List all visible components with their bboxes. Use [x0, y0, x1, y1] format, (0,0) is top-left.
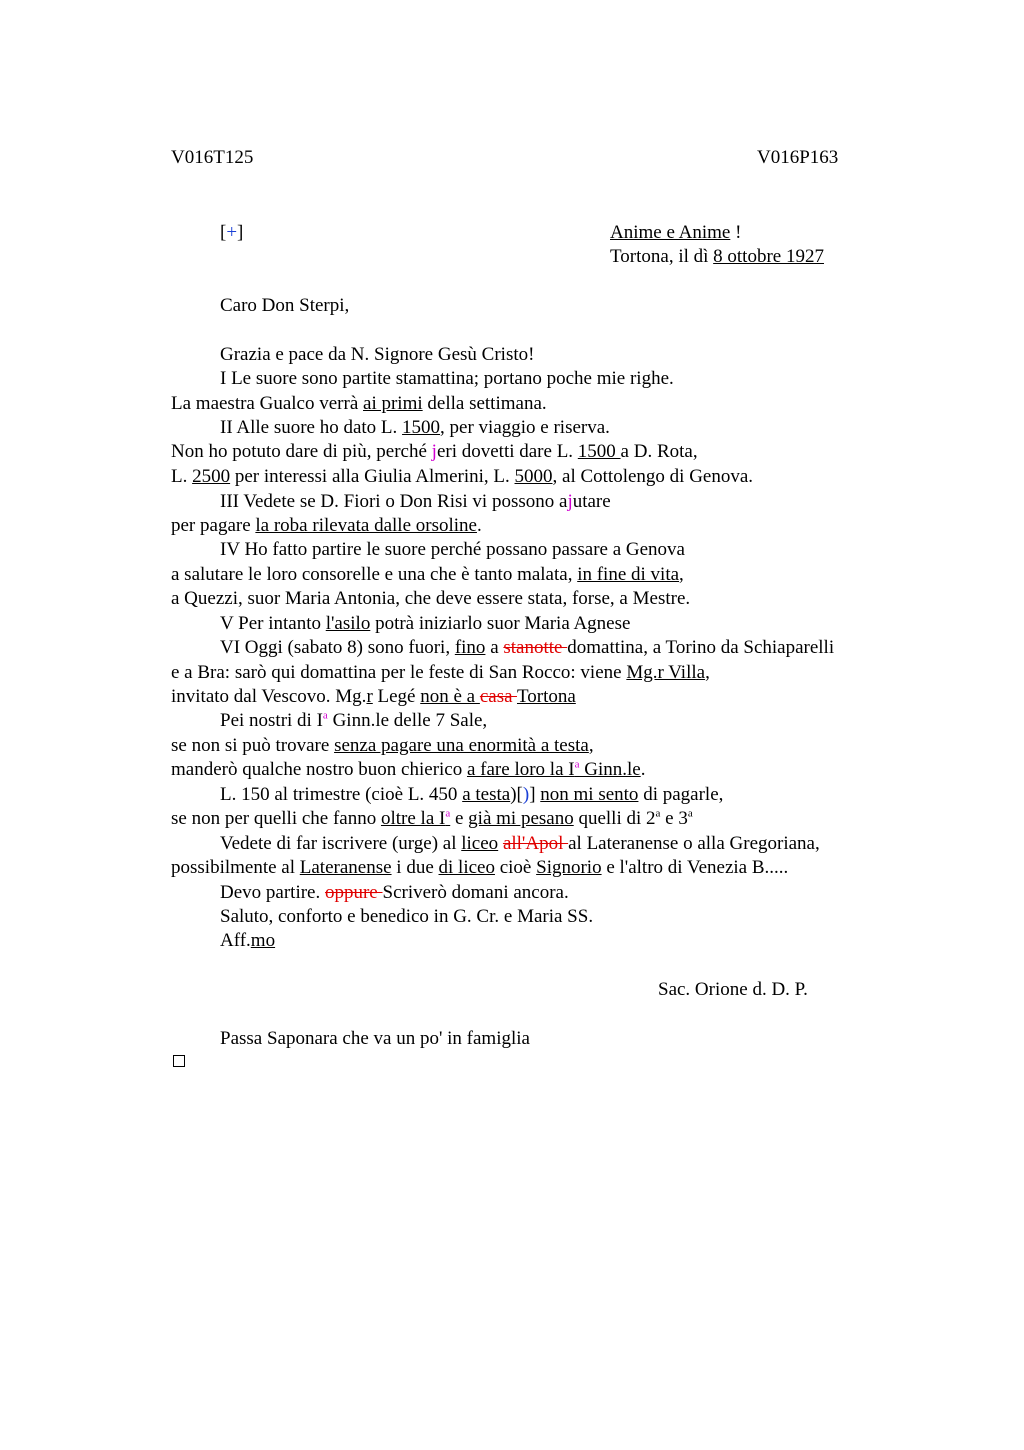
greeting: Grazia e pace da N. Signore Gesù Cristo!	[220, 344, 535, 365]
body-line-23: Saluto, conforto e benedico in G. Cr. e Maria SS.	[220, 906, 594, 927]
postscript: Passa Saponara che va un po' in famiglia	[220, 1028, 530, 1049]
body-line-22: Devo partire. oppure Scriverò domani ancora.	[220, 882, 569, 903]
body-line-24: Aff.mo	[220, 930, 276, 951]
signature: Sac. Orione d. D. P.	[658, 979, 808, 1000]
salutation: Caro Don Sterpi,	[220, 295, 350, 316]
body-line-2: La maestra Gualco verrà ai primi della settimana.	[171, 393, 547, 414]
place-date: Tortona, il dì 8 ottobre 1927	[610, 246, 824, 267]
document-code-left: V016T125	[171, 147, 254, 168]
body-line-14: invitato dal Vescovo. Mg.r Legé non è a casa Tortona	[171, 686, 576, 707]
cross-mark: [+]	[220, 222, 244, 243]
body-line-16: se non si può trovare senza pagare una enormità a testa,	[171, 735, 594, 756]
body-line-12: VI Oggi (sabato 8) sono fuori, fino a stanotte domattina, a Torino da Schiaparelli	[220, 637, 835, 658]
body-line-20: Vedete di far iscrivere (urge) al liceo all'Apol al Lateranense o alla Gregoriana,	[220, 833, 820, 854]
end-box-icon	[173, 1055, 185, 1067]
body-line-8: IV Ho fatto partire le suore perché possano passare a Genova	[220, 539, 685, 560]
body-line-11: V Per intanto l'asilo potrà iniziarlo suor Maria Agnese	[220, 613, 631, 634]
motto: Anime e Anime !	[610, 222, 742, 243]
cross-plus: +	[226, 222, 238, 243]
body-line-7: per pagare la roba rilevata dalle orsoline.	[171, 515, 482, 536]
body-line-17: manderò qualche nostro buon chierico a fare loro la $I^a$ Ginn.le.	[171, 758, 646, 780]
body-line-21: possibilmente al Lateranense i due di liceo cioè Signorio e l'altro di Venezia B.....	[171, 857, 789, 878]
body-line-9: a salutare le loro consorelle e una che è tanto malata, in fine di vita,	[171, 564, 684, 585]
body-line-3: II Alle suore ho dato L. 1500, per viaggio e riserva.	[220, 417, 610, 438]
body-line-10: a Quezzi, suor Maria Antonia, che deve essere stata, forse, a Mestre.	[171, 588, 691, 609]
body-line-18: L. 150 al trimestre (cioè L. 450 a testa)[)] non mi sento di pagarle,	[220, 784, 724, 805]
body-line-6: III Vedete se D. Fiori o Don Risi vi possono ajutare	[220, 491, 611, 512]
body-line-5: L. 2500 per interessi alla Giulia Almerini, L. 5000, al Cottolengo di Genova.	[171, 466, 754, 487]
document-code-right: V016P163	[757, 147, 839, 168]
body-line-15: Pei nostri di $I^a$ Ginn.le delle 7 Sale,	[220, 709, 488, 731]
body-line-1: I Le suore sono partite stamattina; portano poche mie righe.	[220, 368, 674, 389]
body-line-4: Non ho potuto dare di più, perché jeri dovetti dare L. 1500 a D. Rota,	[171, 441, 698, 462]
letter-date: 8 ottobre 1927	[713, 246, 824, 267]
body-line-19: se non per quelli che fanno oltre la $I^a$ e già mi pesano quelli di 2$^a$ e 3$^a$	[171, 807, 693, 829]
body-line-13: e a Bra: sarò qui domattina per le feste di San Rocco: viene Mg.r Villa,	[171, 662, 710, 683]
